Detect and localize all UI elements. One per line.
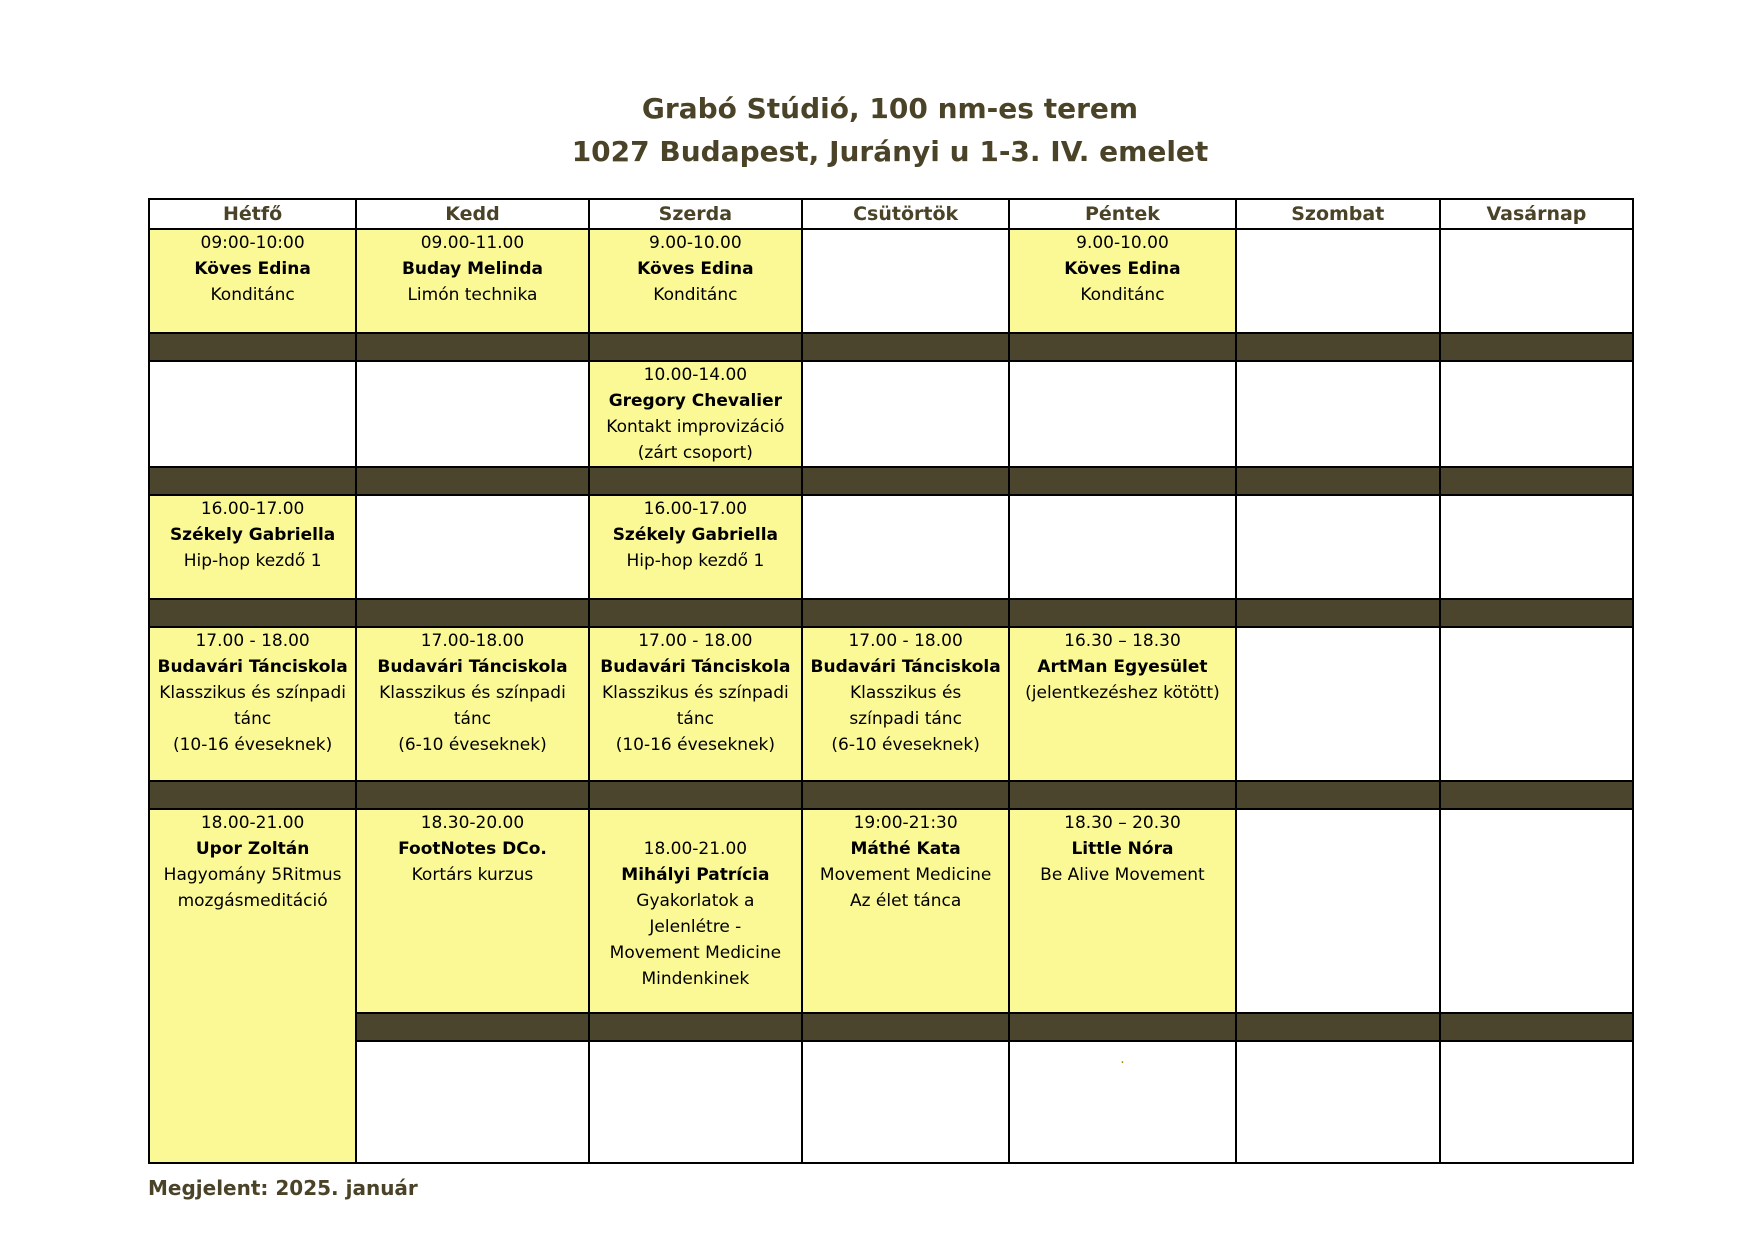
slot-class: mozgásmeditáció: [177, 891, 328, 911]
class-slot: [802, 809, 1009, 1013]
time-row-5: [149, 809, 1633, 1013]
slot-instructor: Upor Zoltán: [195, 839, 310, 859]
slot-time: 18.00-21.00: [643, 839, 748, 859]
class-slot: [149, 809, 356, 1163]
slot-instructor: Gregory Chevalier: [608, 391, 783, 411]
time-row-6: [149, 1041, 1633, 1163]
slot-class: színpadi tánc: [849, 709, 962, 729]
empty-slot: [1440, 495, 1633, 599]
day-header-sunday: Vasárnap: [1440, 199, 1633, 229]
slot-time: 17.00-18.00: [420, 631, 525, 651]
schedule-table: [148, 198, 1634, 1164]
empty-slot: [1236, 361, 1440, 467]
class-slot: [589, 627, 802, 781]
time-row-4: [149, 627, 1633, 781]
slot-note: (6-10 éveseknek): [398, 735, 547, 755]
slot-instructor: Székely Gabriella: [169, 525, 336, 545]
separator-row: [149, 1013, 1633, 1041]
slot-instructor: Buday Melinda: [401, 259, 543, 279]
slot-class: Klasszikus és színpadi: [379, 683, 566, 703]
slot-class: Klasszikus és színpadi: [602, 683, 789, 703]
empty-slot: [149, 361, 356, 467]
slot-note: (zárt csoport): [637, 443, 753, 463]
slot-instructor: Székely Gabriella: [612, 525, 779, 545]
slot-time: 17.00 - 18.00: [848, 631, 963, 651]
slot-instructor: Köves Edina: [1064, 259, 1181, 279]
header-row: [149, 199, 1633, 229]
class-slot: [1009, 627, 1235, 781]
slot-class: Klasszikus és: [849, 683, 962, 703]
slot-class: (jelentkezéshez kötött): [1025, 683, 1220, 703]
day-header-thursday: Csütörtök: [802, 199, 1009, 229]
slot-instructor: Máthé Kata: [850, 839, 961, 859]
class-slot: [589, 495, 802, 599]
slot-class: Gyakorlatok a: [636, 891, 755, 911]
empty-slot: [1440, 1041, 1633, 1163]
day-header-friday: Péntek: [1009, 199, 1235, 229]
slot-instructor: Budavári Tánciskola: [157, 657, 348, 677]
time-row-2: [149, 361, 1633, 467]
day-header-saturday: Szombat: [1236, 199, 1440, 229]
slot-class: Konditánc: [210, 285, 295, 305]
slot-note: (6-10 éveseknek): [831, 735, 980, 755]
class-slot: [356, 229, 589, 333]
slot-instructor: Mihályi Patrícia: [621, 865, 770, 885]
class-slot: [149, 229, 356, 333]
slot-class: Kortárs kurzus: [411, 865, 534, 885]
time-row-1: [149, 229, 1633, 333]
empty-slot: [1236, 809, 1440, 1013]
page-title: Grabó Stúdió, 100 nm-es terem: [641, 92, 1139, 125]
slot-class: Az élet tánca: [849, 891, 962, 911]
slot-class: Movement Medicine: [609, 943, 782, 963]
slot-class: Jelenlétre -: [649, 917, 742, 937]
slot-time: 10.00-14.00: [643, 365, 748, 385]
slot-class: Klasszikus és színpadi: [159, 683, 346, 703]
slot-instructor: ArtMan Egyesület: [1037, 657, 1208, 677]
empty-slot: [1236, 229, 1440, 333]
class-slot: [802, 627, 1009, 781]
class-slot: [1009, 229, 1235, 333]
empty-slot: [1236, 1041, 1440, 1163]
class-slot: [149, 495, 356, 599]
empty-slot: [1009, 361, 1235, 467]
day-header-monday: Hétfő: [149, 199, 356, 229]
slot-instructor: Budavári Tánciskola: [600, 657, 791, 677]
slot-time: 9.00-10.00: [649, 233, 742, 253]
slot-time: 17.00 - 18.00: [638, 631, 753, 651]
class-slot: [356, 627, 589, 781]
slot-time: 16.00-17.00: [643, 499, 748, 519]
empty-slot: [1009, 495, 1235, 599]
class-slot: [589, 229, 802, 333]
slot-time: 17.00 - 18.00: [195, 631, 310, 651]
slot-instructor: Köves Edina: [637, 259, 754, 279]
slot-instructor: Köves Edina: [194, 259, 311, 279]
empty-slot: [802, 495, 1009, 599]
slot-instructor: Little Nóra: [1071, 839, 1174, 859]
class-slot: [1009, 809, 1235, 1013]
time-row-3: [149, 495, 1633, 599]
slot-time: 18.30-20.00: [420, 813, 525, 833]
publication-note: Megjelent: 2025. január: [148, 1176, 418, 1200]
slot-time: 9.00-10.00: [1076, 233, 1169, 253]
empty-slot: [1440, 809, 1633, 1013]
slot-time: 09:00-10:00: [200, 233, 305, 253]
slot-class: Limón technika: [407, 285, 538, 305]
empty-slot: [1440, 229, 1633, 333]
separator-row: [149, 467, 1633, 495]
slot-time: 18.00-21.00: [200, 813, 305, 833]
separator-row: [149, 781, 1633, 809]
day-header-wednesday: Szerda: [589, 199, 802, 229]
slot-class: tánc: [676, 709, 714, 729]
empty-slot: [1009, 1041, 1235, 1163]
class-slot: [149, 627, 356, 781]
stray-mark: .: [1120, 1051, 1125, 1067]
slot-note: (10-16 éveseknek): [615, 735, 776, 755]
slot-class: Hip-hop kezdő 1: [626, 551, 765, 571]
empty-slot: [1440, 361, 1633, 467]
slot-class: Konditánc: [653, 285, 738, 305]
slot-time: 09.00-11.00: [420, 233, 525, 253]
slot-class: Kontakt improvizáció: [606, 417, 785, 437]
separator-row: [149, 599, 1633, 627]
empty-slot: [356, 361, 589, 467]
class-slot: [356, 809, 589, 1013]
empty-slot: [1440, 627, 1633, 781]
empty-slot: [1236, 495, 1440, 599]
page-subtitle-address: 1027 Budapest, Jurányi u 1-3. IV. emelet: [571, 135, 1209, 168]
slot-instructor: Budavári Tánciskola: [810, 657, 1001, 677]
slot-class: Be Alive Movement: [1040, 865, 1205, 885]
empty-slot: [1236, 627, 1440, 781]
empty-slot: [589, 1041, 802, 1163]
day-header-tuesday: Kedd: [356, 199, 589, 229]
class-slot: [589, 809, 802, 1013]
slot-class: Konditánc: [1080, 285, 1165, 305]
empty-slot: [356, 495, 589, 599]
separator-row: [149, 333, 1633, 361]
class-slot: [589, 361, 802, 467]
slot-time: 19:00-21:30: [853, 813, 958, 833]
empty-slot: [356, 1041, 589, 1163]
slot-instructor: Budavári Tánciskola: [377, 657, 568, 677]
slot-note: (10-16 éveseknek): [172, 735, 333, 755]
slot-time: 16.30 – 18.30: [1064, 631, 1181, 651]
empty-slot: [802, 361, 1009, 467]
slot-class: tánc: [234, 709, 272, 729]
slot-class: Movement Medicine: [819, 865, 992, 885]
slot-class: Hagyomány 5Ritmus: [163, 865, 342, 885]
empty-slot: [802, 229, 1009, 333]
slot-time: 16.00-17.00: [200, 499, 305, 519]
slot-class: Mindenkinek: [641, 969, 750, 989]
slot-time: 18.30 – 20.30: [1064, 813, 1181, 833]
empty-slot: [802, 1041, 1009, 1163]
slot-instructor: FootNotes DCo.: [398, 839, 547, 859]
slot-class: tánc: [453, 709, 492, 729]
slot-class: Hip-hop kezdő 1: [183, 551, 322, 571]
